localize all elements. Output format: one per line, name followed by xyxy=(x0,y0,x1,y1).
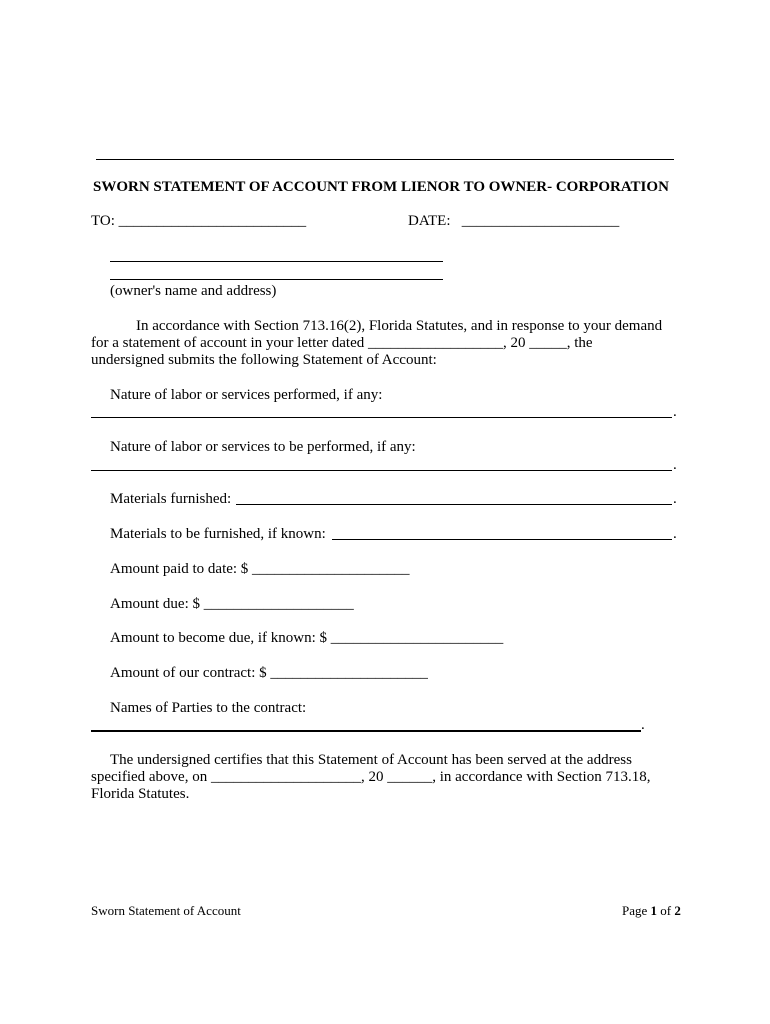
materials-furnished-line[interactable] xyxy=(236,504,672,505)
labor-performed-line[interactable] xyxy=(91,417,672,418)
labor-performed-period: . xyxy=(673,404,677,420)
document-title: SWORN STATEMENT OF ACCOUNT FROM LIENOR TO OWNER- CORPORATION xyxy=(93,179,669,195)
certify-line-2: specified above, on ____________________, 20 ______, in accordance with Section 713.18, xyxy=(91,769,651,785)
footer-page-total: 2 xyxy=(674,903,681,918)
labor-performed-label: Nature of labor or services performed, if any: xyxy=(110,387,383,403)
amount-due-field[interactable]: Amount due: $ ____________________ xyxy=(110,596,354,612)
amount-to-become-due-field[interactable]: Amount to become due, if known: $ _______________________ xyxy=(110,630,504,646)
materials-furnished-label: Materials furnished: xyxy=(110,491,232,507)
intro-line-3: undersigned submits the following Statement of Account: xyxy=(91,352,437,368)
owner-name-line[interactable] xyxy=(110,261,443,262)
owner-address-line[interactable] xyxy=(110,279,443,280)
owner-caption: (owner's name and address) xyxy=(110,283,277,299)
intro-line-1: In accordance with Section 713.16(2), Florida Statutes, and in response to your demand xyxy=(136,318,663,334)
labor-to-perform-label: Nature of labor or services to be performed, if any: xyxy=(110,439,416,455)
parties-line[interactable] xyxy=(91,730,641,732)
labor-to-perform-period: . xyxy=(673,457,677,473)
labor-to-perform-line[interactable] xyxy=(91,470,672,471)
date-field[interactable]: DATE: _____________________ xyxy=(408,213,620,229)
intro-line-2: for a statement of account in your letter dated __________________, 20 _____, the xyxy=(91,335,593,351)
materials-to-furnish-label: Materials to be furnished, if known: xyxy=(110,526,326,542)
materials-to-furnish-period: . xyxy=(673,526,677,542)
certify-line-3: Florida Statutes. xyxy=(91,786,190,802)
parties-label: Names of Parties to the contract: xyxy=(110,700,307,716)
materials-furnished-period: . xyxy=(673,491,677,507)
contract-amount-field[interactable]: Amount of our contract: $ _____________________ xyxy=(110,665,428,681)
materials-to-furnish-line[interactable] xyxy=(332,539,672,540)
certify-line-1: The undersigned certifies that this Statement of Account has been served at the address xyxy=(110,752,632,768)
footer-of-word: of xyxy=(660,903,672,918)
top-rule xyxy=(96,159,674,160)
parties-period: . xyxy=(641,717,645,733)
footer-doc-name: Sworn Statement of Account xyxy=(91,903,241,918)
footer-page-number xyxy=(622,902,681,919)
footer-page-word: Page xyxy=(622,903,648,918)
to-field[interactable]: TO: _________________________ xyxy=(91,213,307,229)
footer-page-current: 1 xyxy=(650,903,658,918)
amount-paid-field[interactable]: Amount paid to date: $ _____________________ xyxy=(110,561,410,577)
